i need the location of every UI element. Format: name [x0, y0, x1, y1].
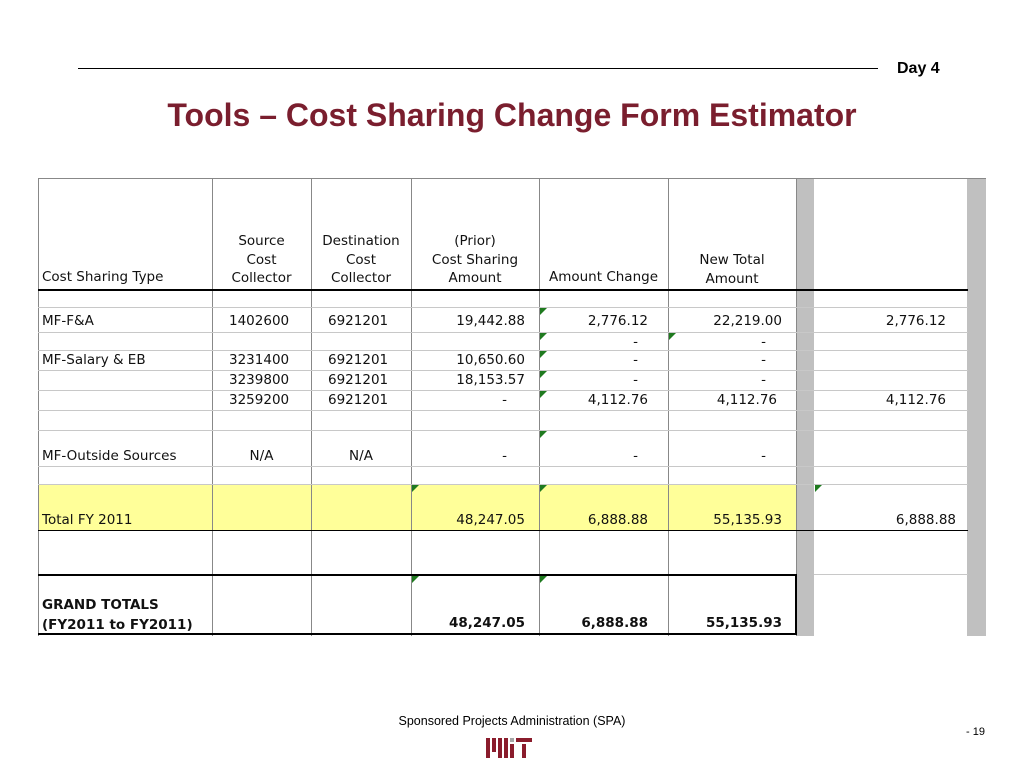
cell-comment-marker: [540, 308, 547, 315]
row-type: MF-F&A: [42, 313, 94, 329]
row-destination: 6921201: [328, 352, 389, 368]
row-source: 3231400: [229, 352, 290, 368]
grid-vline: [38, 178, 39, 636]
header-prior-amount: (Prior) Cost Sharing Amount: [431, 233, 519, 286]
total-new-total: 55,135.93: [713, 512, 782, 528]
row-source: 3259200: [229, 392, 290, 408]
grid-hline: [38, 178, 986, 179]
cell-comment-marker: [540, 431, 547, 438]
row-change: -: [633, 448, 638, 464]
row-type: MF-Salary & EB: [42, 352, 146, 368]
row-new-total: -: [761, 448, 766, 464]
header-bottom-rule: [38, 289, 968, 291]
cell-comment-marker: [669, 333, 676, 340]
header-source: Source Cost Collector: [231, 233, 292, 286]
gray-column-left: [796, 178, 814, 636]
row-new-total: 4,112.76: [716, 392, 777, 408]
cell-comment-marker: [412, 485, 419, 492]
grand-total-prior: 48,247.05: [448, 615, 525, 631]
grand-total-change: 6,888.88: [581, 615, 648, 631]
row-prior: 19,442.88: [456, 313, 525, 329]
grid-hline: [814, 574, 968, 575]
grid-hline: [38, 307, 968, 308]
row-type: MF-Outside Sources: [42, 448, 177, 464]
row-prior: -: [502, 392, 507, 408]
row-extra: 2,776.12: [885, 313, 946, 329]
grid-hline: [38, 390, 968, 391]
row-prior: 10,650.60: [456, 352, 525, 368]
cost-sharing-spreadsheet: [38, 178, 986, 636]
cell-comment-marker: [815, 485, 822, 492]
footer-text: Sponsored Projects Administration (SPA): [398, 714, 626, 728]
slide-title: Tools – Cost Sharing Change Form Estimator: [167, 97, 857, 133]
total-label: Total FY 2011: [42, 512, 133, 528]
total-extra: 6,888.88: [895, 512, 956, 528]
row-new-total: -: [761, 352, 766, 368]
row-change: -: [633, 372, 638, 388]
row-change: -: [633, 334, 638, 350]
row-prior: 18,153.57: [456, 372, 525, 388]
gray-column-right: [967, 178, 986, 636]
header-destination: Destination Cost Collector: [322, 233, 400, 286]
grid-hline: [38, 484, 968, 485]
header-amount-change: Amount Change: [548, 269, 659, 285]
grand-total-new-total: 55,135.93: [705, 615, 782, 631]
row-source: N/A: [249, 448, 274, 464]
row-destination: 6921201: [328, 372, 389, 388]
row-source: 3239800: [229, 372, 290, 388]
header-type: Cost Sharing Type: [42, 269, 164, 285]
cell-comment-marker: [540, 351, 547, 358]
page-number: - 19: [966, 726, 985, 738]
total-prior: 48,247.05: [456, 512, 525, 528]
row-prior: -: [502, 448, 507, 464]
grand-total-label: GRAND TOTALS (FY2011 to FY2011): [42, 597, 193, 633]
row-destination: 6921201: [328, 392, 389, 408]
row-new-total: -: [761, 334, 766, 350]
row-extra: 4,112.76: [885, 392, 946, 408]
row-destination: 6921201: [328, 313, 389, 329]
grand-total-right-rule: [795, 574, 797, 635]
cell-comment-marker: [540, 391, 547, 398]
header-new-total: New Total Amount: [699, 252, 765, 287]
total-bottom-rule: [38, 530, 968, 531]
row-source: 1402600: [229, 313, 290, 329]
grid-hline: [38, 466, 968, 467]
cell-comment-marker: [540, 576, 547, 583]
grid-hline: [38, 370, 968, 371]
row-new-total: 22,219.00: [713, 313, 782, 329]
total-change: 6,888.88: [587, 512, 648, 528]
header-rule: [78, 68, 878, 69]
row-destination: N/A: [349, 448, 373, 464]
mit-logo-icon: [486, 736, 546, 760]
day-label: Day 4: [897, 60, 940, 77]
grid-hline: [38, 350, 968, 351]
grid-hline: [38, 410, 968, 411]
row-new-total: -: [761, 372, 766, 388]
row-change: 2,776.12: [587, 313, 648, 329]
grid-hline: [38, 332, 968, 333]
row-change: 4,112.76: [587, 392, 648, 408]
grid-vline: [796, 178, 797, 636]
row-change: -: [633, 352, 638, 368]
cell-comment-marker: [412, 576, 419, 583]
cell-comment-marker: [540, 371, 547, 378]
cell-comment-marker: [540, 485, 547, 492]
cell-comment-marker: [540, 333, 547, 340]
grid-hline: [38, 430, 968, 431]
